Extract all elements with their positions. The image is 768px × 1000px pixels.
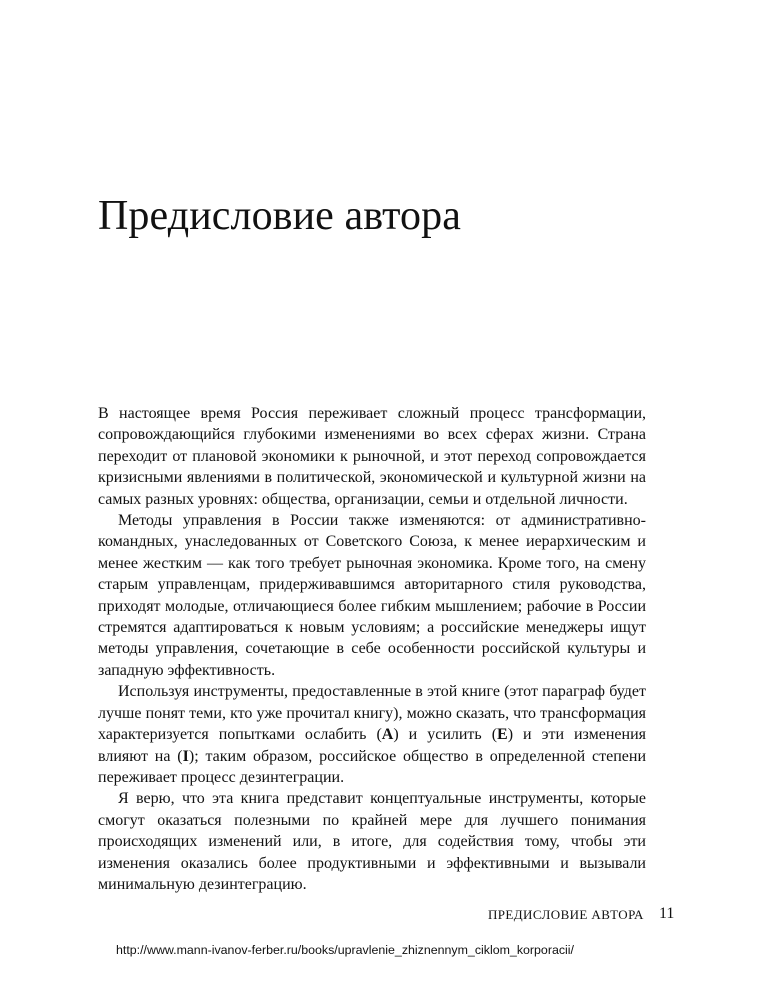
paragraph-3-text-c: ) и эти изменения влияют на ( [98,726,647,765]
chapter-body [98,403,646,895]
paragraph-3-text-a: Используя инструменты, предоставленные в этой книге (этот параграф будет лучше понят теми, кто уже прочитал книгу), можно сказать, что трансформация характеризуется попытками ослабить ( [98,683,646,744]
running-head: ПРЕДИСЛОВИЕ АВТОРА [488,907,644,922]
paragraph-4 [98,788,646,895]
paragraph-3-text-b: ) и усилить ( [393,726,498,744]
paragraph-3-bold-e: E [497,726,508,744]
paragraph-2 [98,510,646,681]
page-number: 11 [659,905,675,922]
paragraph-2-text: Методы управления в России также изменяются: от административно-командных, унаследованных от Советского Союза, к менее иерархическим и менее жестким — как того требует рыночная экономика. Кроме того, на смену старым управленцам, придерживавшимся авторитарного стиля руководства, приходят молодые, отличающиеся более гибким мышлением; рабочие в России стремятся адаптироваться к новым условиям; а российские менеджеры ищут методы управления, сочетающие в себе особенности российской культуры и западную эффективность. [98,512,646,679]
paragraph-1 [98,403,646,510]
paragraph-1-text: В настоящее время Россия переживает сложный процесс трансформации, сопровождающийся глубокими изменениями во всех сферах жизни. Страна переходит от плановой экономики к рыночной, и этот переход сопровождается кризисными явлениями в политической, экономической и культурной жизни на самых разных уровнях: общества, организации, семьи и отдельной личности. [98,405,646,508]
paragraph-4-text: Я верю, что эта книга представит концептуальные инструменты, которые смогут оказаться полезными по крайней мере для лучшего понимания происходящих изменений или, в итоге, для содействия тому, чтобы эти изменения оказались более продуктивными и эффективными и вызывали минимальную дезинтеграцию. [98,790,646,893]
paragraph-3-bold-i: I [182,747,189,765]
chapter-title: Предисловие автора [98,193,461,239]
paragraph-3-bold-a: A [381,726,394,744]
source-url: http://www.mann-ivanov-ferber.ru/books/upravlenie_zhiznennym_ciklom_korporacii/ [116,943,574,957]
paragraph-3-text-d: ); таким образом, российское общество в определенной степени переживает процесс дезинтеграции. [98,747,647,786]
paragraph-3 [98,681,646,788]
